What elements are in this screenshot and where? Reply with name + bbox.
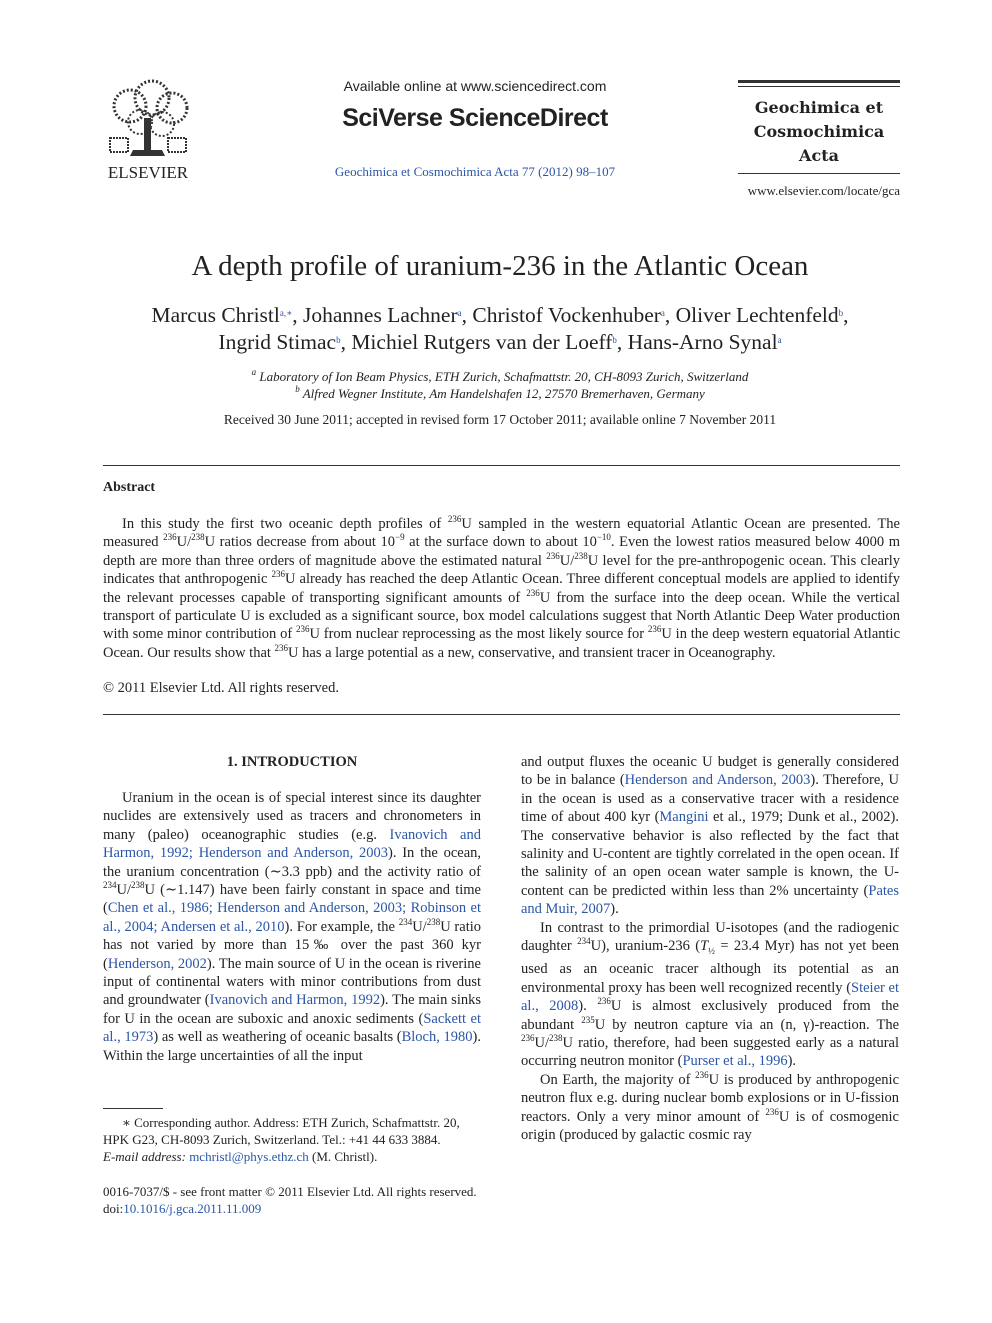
abstract-heading: Abstract [103, 480, 156, 495]
journal-rule-top-thin [738, 86, 900, 87]
abstract-rule-bottom [103, 714, 900, 715]
doi-link[interactable]: 10.1016/j.gca.2011.11.009 [123, 1201, 262, 1216]
corresponding-author-footnote: ∗ Corresponding author. Address: ETH Zurich, Schafmattstr. 20, HPK G23, CH-8093 Zurich, Switzerland. Tel.: +41 44 633 3884. E-mail address: mchristl@phys.ethz.ch (M. Christl). [103, 1115, 460, 1164]
article-dates: Received 30 June 2011; accepted in revised form 17 October 2011; available online 7 November 2011 [223, 412, 777, 427]
abstract-text: In this study the first two oceanic depth profiles of $^{236}$U sampled in the western equatorial Atlantic Ocean are presented. The measured $^{236}$U/$^{238}$U ratios decrease from about $10^{-9}$ at the surface down to about $10^{-10}$. Even the lowest ratios measured below 4000 m depth are more than three orders of magnitude above the estimated natural $^{236}$U/$^{238}$U level for the pre-anthropogenic ocean. This clearly indicates that anthropogenic $^{236}$U already has reached the deep Atlantic Ocean. Three different conceptual models are applied to identify the relevant processes capable of transporting significant amounts of $^{236}$U from the surface into the deep ocean. While the vertical transport of particulate U is excluded as a significant source, box model calculations suggest that North Atlantic Deep Water production with some minor contribution of $^{236}$U from nuclear reprocessing as the most likely source for $^{236}$U in the deep western equatorial Atlantic Ocean. Our results show that $^{236}$U has a large potential as a new, conservative, and transient tracer in Oceanography. [103, 514, 901, 661]
svg-text:ELSEVIER: ELSEVIER [107, 163, 189, 182]
available-online-text: Available online at www.sciencedirect.com [343, 78, 607, 94]
affiliations [100, 368, 900, 402]
page-footer: 0016-7037/$ - see front matter © 2011 Elsevier Ltd. All rights reserved. doi:10.1016/j.gca.2011.11.009 [103, 1184, 477, 1216]
article-title: A depth profile of uranium-236 in the Atlantic Ocean [191, 250, 809, 282]
journal-name: Geochimica et Cosmochimica Acta [753, 98, 885, 165]
footnote-rule [103, 1108, 163, 1109]
affiliation-a: $^a$ Laboratory of Ion Beam Physics, ETH Zurich, Schafmattstr. 20, CH-8093 Zurich, Switzerland [251, 367, 749, 384]
intro-column-right: and output fluxes the oceanic U budget is generally considered to be in balance (Henderson and Anderson, 2003). Therefore, U in the ocean is used as a conservative tracer with a residence time of about 400 kyr (Mangini et al., 1979; Dunk et al., 2002). The conservative behavior is also reflected by the fact that salinity and U-content are tightly correlated in the open ocean. If the salinity of an open ocean water sample is known, the U-content can be predicted within less than 2% uncertainty (Pates and Muir, 2007). In contrast to the primordial U-isotopes (and the radiogenic daughter $^{234}$U), uranium-236 ($T_{\frac{1}{2}} = 23.4$ Myr) has not yet been used as an oceanic tracer although its potential as an environmental proxy has been well recognized recently (Steier et al., 2008). $^{236}$U is almost exclusively produced from the abundant $^{235}$U by neutron capture via an (n, γ)-reaction. The $^{236}$U/$^{238}$U ratio, therefore, had been suggested early as a natural occurring neutron monitor (Purser et al., 1996). On Earth, the majority of $^{236}$U is produced by anthropogenic neutron flux e.g. during nuclear bomb explosions or in U-fission reactors. Only a very minor amount of $^{236}$U is of cosmogenic origin (produced by galactic cosmic ray [521, 754, 900, 1144]
elsevier-tree-icon [100, 78, 200, 182]
author-list: Marcus Christl$^{a,∗}$, Johannes Lachner$^a$, Christof Vockenhuber$^a$, Oliver Lechtenfeld$^b$, Ingrid Stimac$^b$, Michiel Rutgers van der Loeff$^b$, Hans-Arno Synal$^a$ [151, 303, 849, 354]
intro-column-left: Uranium in the ocean is of special interest since its daughter nuclides are extensively used as tracers and chronometers in many (paleo) oceanographic studies (e.g. Ivanovich and Harmon, 1992; Henderson and Anderson, 2003). In the ocean, the uranium concentration (∼3.3 ppb) and the activity ratio of $^{234}$U/$^{238}$U (∼1.147) have been fairly constant in space and time (Chen et al., 1986; Henderson and Anderson, 2003; Robinson et al., 2004; Andersen et al., 2010). For example, the $^{234}$U/$^{238}$U ratio has not varied by more than 15‰ over the past 360 kyr (Henderson, 2002). The main source of U in the ocean is riverine input of continental waters with minor contributions from dust and groundwater (Ivanovich and Harmon, 1992). The main sinks for U in the ocean are suboxic and anoxic sediments (Sackett et al., 1973) as well as weathering of oceanic basalts (Bloch, 1980). Within the large uncertainties of all the input [103, 790, 482, 1064]
abstract-copyright: © 2011 Elsevier Ltd. All rights reserved. [103, 680, 339, 696]
affiliation-b: $^b$ Alfred Wegner Institute, Am Handelshafen 12, 27570 Bremerhaven, Germany [295, 384, 705, 401]
journal-rule-bottom [738, 173, 900, 174]
section-heading: 1. INTRODUCTION [226, 754, 358, 770]
elsevier-logo [100, 78, 200, 182]
journal-citation-link[interactable]: Geochimica et Cosmochimica Acta 77 (2012) 98–107 [334, 164, 616, 179]
sciencedirect-brand[interactable]: SciVerse ScienceDirect [342, 104, 608, 132]
abstract-rule-top [103, 465, 900, 466]
journal-site-link[interactable]: www.elsevier.com/locate/gca [747, 183, 900, 198]
email-link[interactable]: mchristl@phys.ethz.ch [189, 1149, 309, 1164]
journal-rule-top [738, 80, 900, 83]
